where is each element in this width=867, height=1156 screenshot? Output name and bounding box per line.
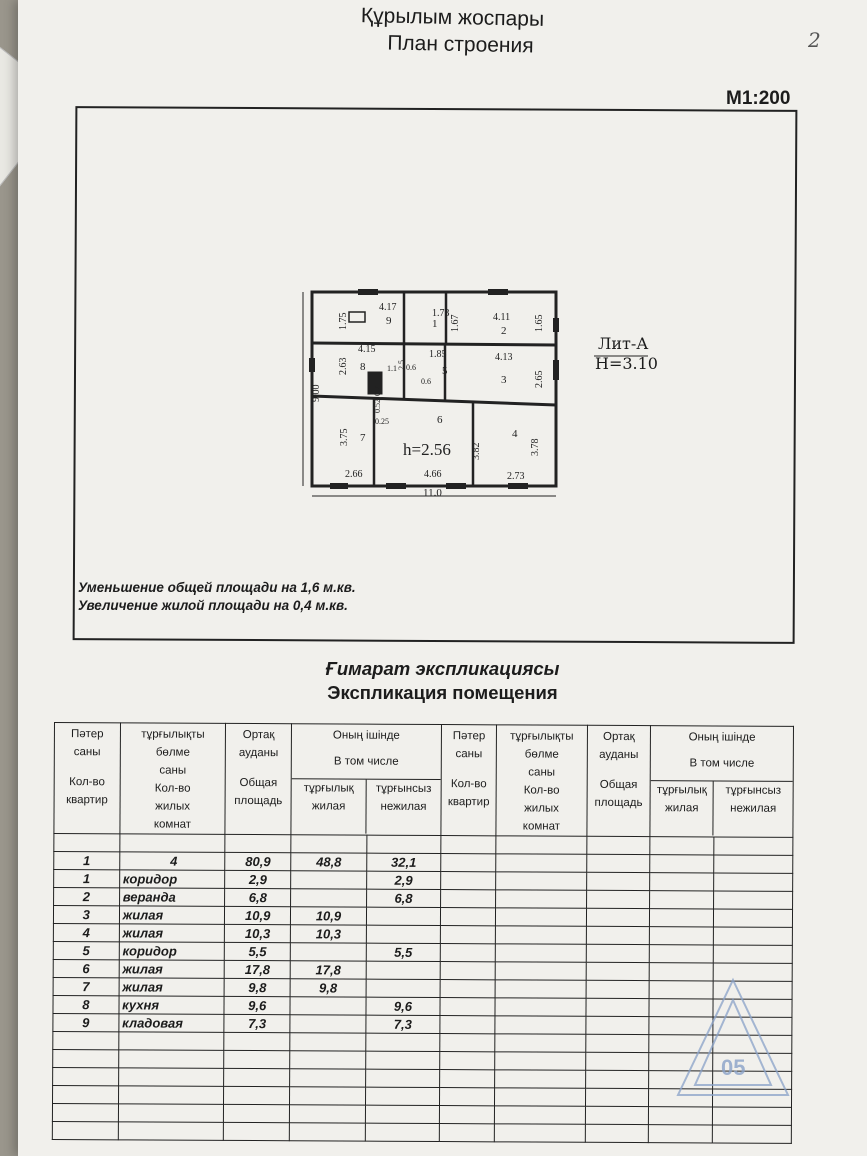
empty-cell — [713, 873, 792, 891]
header-living-rooms: тұрғылықты бөлме саны Кол-во жилых комнат — [120, 723, 226, 835]
empty-cell — [441, 872, 497, 890]
nonliving-area — [365, 1087, 439, 1105]
explication-title-ru: Экспликация помещения — [327, 682, 558, 703]
empty-cell — [585, 1070, 649, 1088]
living-area — [290, 1015, 366, 1033]
total-area — [224, 1032, 290, 1050]
empty-cell — [439, 1088, 495, 1106]
dim-4-13: 4.13 — [495, 352, 513, 363]
total-area — [224, 1122, 290, 1140]
dim-2-63: 2.63 — [338, 357, 349, 375]
floor-plan — [18, 0, 867, 700]
empty-cell — [441, 854, 497, 872]
room-name: кухня — [119, 996, 225, 1015]
living-area — [290, 943, 366, 961]
row-number: 9 — [53, 1013, 119, 1031]
room-number-1: 1 — [432, 318, 438, 330]
dim-1-85: 1.85 — [429, 349, 447, 360]
empty-cell — [439, 1106, 495, 1124]
living-area — [291, 835, 367, 853]
nonliving-area: 6,8 — [367, 889, 441, 907]
dim-0-6-a: 0.6 — [406, 363, 416, 372]
living-area — [289, 1105, 365, 1123]
dim-1-67: 1.67 — [450, 314, 461, 332]
lit-label: Лит-А — [598, 334, 649, 353]
dim-2-5: 2.5 — [397, 360, 406, 370]
empty-cell — [439, 1124, 495, 1142]
empty-cell — [586, 908, 650, 926]
room-name — [118, 1122, 224, 1141]
empty-cell — [586, 890, 650, 908]
note-area-decrease: Уменьшение общей площади на 1,6 м.кв. — [78, 580, 356, 595]
room-name: жилая — [119, 924, 225, 943]
room-number-5: 5 — [442, 365, 448, 377]
empty-cell — [585, 1016, 649, 1034]
empty-cell — [495, 1070, 585, 1088]
room-name: кладовая — [119, 1014, 225, 1033]
empty-cell — [495, 1106, 585, 1124]
empty-cell — [440, 926, 496, 944]
total-area: 10,9 — [225, 906, 291, 924]
row-number: 4 — [53, 923, 119, 941]
total-area — [225, 834, 291, 852]
total-area — [224, 1086, 290, 1104]
empty-cell — [440, 944, 496, 962]
empty-cell — [496, 926, 586, 944]
nonliving-area: 32,1 — [367, 853, 441, 871]
empty-cell — [712, 1107, 791, 1125]
nonliving-area — [366, 1033, 440, 1051]
room-name — [118, 1086, 224, 1105]
empty-cell — [713, 927, 792, 945]
empty-cell — [585, 1124, 649, 1142]
empty-cell — [495, 1034, 585, 1052]
dim-1-1: 1.1 — [387, 364, 397, 373]
empty-cell — [440, 908, 496, 926]
row-number: 2 — [54, 888, 120, 906]
dim-1-65: 1.65 — [534, 314, 545, 332]
header-including-2: Оның ішінде В том числе тұрғылық жилая тұрғынсыз нежилая — [650, 726, 793, 838]
empty-cell — [585, 1088, 649, 1106]
header-including: Оның ішінде В том числе тұрғылық жилая тұрғынсыз нежилая — [291, 724, 441, 836]
official-stamp — [673, 975, 793, 1105]
living-area — [291, 871, 367, 889]
row-number: 7 — [53, 977, 119, 995]
living-area: 48,8 — [291, 853, 367, 871]
dim-0-6-b: 0.6 — [421, 377, 431, 386]
empty-cell — [586, 980, 650, 998]
empty-cell — [496, 944, 586, 962]
title-kazakh: Құрылым жоспары — [360, 4, 545, 31]
room-name — [118, 1032, 224, 1051]
empty-cell — [496, 908, 586, 926]
room-name: жилая — [119, 906, 225, 925]
page-number: 2 — [808, 28, 821, 52]
room-number-6: 6 — [437, 414, 443, 426]
row-number — [53, 1067, 119, 1085]
room-name: коридор — [119, 942, 225, 961]
empty-cell — [713, 891, 792, 909]
note-area-increase: Увеличение жилой площади на 0,4 м.кв. — [78, 598, 348, 613]
room-name: жилая — [119, 960, 225, 979]
empty-cell — [713, 909, 792, 927]
empty-cell — [650, 855, 714, 873]
empty-cell — [495, 1052, 585, 1070]
empty-cell — [713, 945, 792, 963]
empty-cell — [650, 873, 714, 891]
room-number-4: 4 — [512, 428, 518, 440]
total-area — [224, 1068, 290, 1086]
dim-3-82: 3.82 — [471, 442, 482, 460]
empty-cell — [649, 1125, 713, 1143]
row-number: 6 — [53, 959, 119, 977]
dim-3-78: 3.78 — [530, 438, 541, 456]
empty-cell — [586, 836, 650, 854]
row-number: 1 — [54, 870, 120, 888]
total-area: 17,8 — [225, 960, 291, 978]
row-number — [54, 834, 120, 852]
empty-cell — [496, 890, 586, 908]
room-name: 4 — [119, 852, 225, 871]
room-name — [118, 1104, 224, 1123]
total-area: 7,3 — [224, 1014, 290, 1032]
wall — [312, 343, 556, 345]
empty-cell — [586, 926, 650, 944]
dim-4-17: 4.17 — [379, 302, 397, 313]
dim-3-75: 3.75 — [339, 428, 350, 446]
wall — [312, 396, 556, 405]
room-name: коридор — [119, 870, 225, 889]
empty-cell — [586, 872, 650, 890]
living-area — [290, 1033, 366, 1051]
row-number: 5 — [53, 941, 119, 959]
dim-4-15: 4.15 — [358, 344, 376, 355]
document-sheet — [18, 0, 867, 1156]
dim-0-7: 0.7 — [373, 386, 382, 396]
dim-1-75: 1.75 — [338, 312, 349, 330]
empty-cell — [650, 909, 714, 927]
empty-cell — [585, 1052, 649, 1070]
empty-cell — [439, 1070, 495, 1088]
overall-depth: 9.00 — [311, 384, 322, 402]
overall-width: 11.0 — [423, 487, 442, 499]
row-number — [53, 1049, 119, 1067]
dim-0-25: 0.25 — [375, 417, 389, 426]
room-name: веранда — [119, 888, 225, 907]
inner-height: h=2.56 — [403, 440, 451, 459]
dim-1-73: 1.73 — [432, 308, 450, 319]
room-name — [118, 1068, 224, 1087]
living-area — [290, 997, 366, 1015]
total-area: 9,8 — [224, 978, 290, 996]
total-area: 80,9 — [225, 852, 291, 870]
header-total-area: Ортақ ауданы Общая площадь — [225, 723, 291, 834]
room-number-3: 3 — [501, 374, 507, 386]
title-russian: План строения — [387, 31, 534, 58]
room-name — [118, 1050, 224, 1069]
empty-cell — [440, 1052, 496, 1070]
empty-cell — [440, 962, 496, 980]
living-area — [290, 1087, 366, 1105]
empty-cell — [495, 1124, 585, 1142]
empty-cell — [496, 854, 586, 872]
total-area: 2,9 — [225, 870, 291, 888]
total-area: 10,3 — [225, 924, 291, 942]
header-apartments-2: Пәтер саны Кол-во квартир — [441, 725, 497, 836]
row-number: 8 — [53, 995, 119, 1013]
living-area — [289, 1123, 365, 1141]
nonliving-area — [366, 961, 440, 979]
living-area: 17,8 — [290, 961, 366, 979]
dim-4-66: 4.66 — [424, 469, 442, 480]
empty-cell — [440, 1034, 496, 1052]
empty-cell — [586, 944, 650, 962]
total-area — [224, 1050, 290, 1068]
room-number-7: 7 — [360, 432, 366, 444]
living-area — [290, 1051, 366, 1069]
nonliving-area: 2,9 — [367, 871, 441, 889]
empty-cell — [495, 962, 585, 980]
empty-cell — [495, 980, 585, 998]
nonliving-area — [366, 1069, 440, 1087]
empty-cell — [495, 998, 585, 1016]
nonliving-area: 5,5 — [366, 943, 440, 961]
row-number — [52, 1103, 118, 1121]
empty-cell — [441, 836, 497, 854]
plan-scale: М1:200 — [726, 88, 791, 109]
living-area — [290, 1069, 366, 1087]
room-name: жилая — [119, 978, 225, 997]
empty-cell — [585, 1034, 649, 1052]
empty-cell — [440, 998, 496, 1016]
svg-text:05: 05 — [721, 1055, 746, 1080]
living-area — [291, 889, 367, 907]
total-area: 6,8 — [225, 888, 291, 906]
explication-title-kz: Ғимарат экспликациясы — [325, 658, 560, 679]
table-row — [52, 1121, 791, 1143]
empty-cell — [585, 1106, 649, 1124]
dim-2-73: 2.73 — [507, 471, 525, 482]
pantry-box — [349, 312, 365, 322]
empty-cell — [586, 854, 650, 872]
building-height: Н=3.10 — [595, 354, 658, 373]
nonliving-area: 9,6 — [366, 997, 440, 1015]
nonliving-area — [366, 907, 440, 925]
empty-cell — [649, 1107, 713, 1125]
empty-cell — [712, 1125, 791, 1143]
empty-cell — [650, 891, 714, 909]
empty-cell — [650, 837, 714, 855]
dim-0-52: 0.52 — [373, 399, 382, 413]
empty-cell — [586, 998, 650, 1016]
empty-cell — [714, 855, 793, 873]
living-area: 9,8 — [290, 979, 366, 997]
empty-cell — [495, 1016, 585, 1034]
nonliving-area — [366, 979, 440, 997]
empty-cell — [496, 836, 586, 854]
total-area: 9,6 — [224, 996, 290, 1014]
living-area: 10,9 — [290, 907, 366, 925]
empty-cell — [440, 980, 496, 998]
row-number — [52, 1121, 118, 1139]
nonliving-area — [367, 835, 441, 853]
empty-cell — [440, 1016, 496, 1034]
nonliving-area — [365, 1105, 439, 1123]
dim-2-66: 2.66 — [345, 469, 363, 480]
living-area: 10,3 — [290, 925, 366, 943]
header-total-area-2: Ортақ ауданы Общая площадь — [587, 725, 651, 836]
dim-2-65: 2.65 — [534, 370, 545, 388]
empty-cell — [714, 837, 793, 855]
nonliving-area: 7,3 — [366, 1015, 440, 1033]
empty-cell — [649, 945, 713, 963]
empty-cell — [650, 927, 714, 945]
nonliving-area — [366, 925, 440, 943]
total-area — [224, 1104, 290, 1122]
header-living-rooms-2: тұрғылықты бөлме саны Кол-во жилых комнат — [496, 725, 587, 836]
room-number-2: 2 — [501, 325, 507, 337]
room-number-8: 8 — [360, 361, 366, 373]
room-number-9: 9 — [386, 315, 392, 327]
header-apartments: Пәтер саны Кол-во квартир — [54, 723, 120, 834]
empty-cell — [495, 1088, 585, 1106]
row-number — [53, 1031, 119, 1049]
empty-cell — [496, 872, 586, 890]
empty-cell — [440, 890, 496, 908]
row-number — [53, 1085, 119, 1103]
row-number: 1 — [54, 852, 120, 870]
row-number: 3 — [53, 906, 119, 924]
total-area: 5,5 — [225, 942, 291, 960]
empty-cell — [586, 962, 650, 980]
dim-4-11: 4.11 — [493, 312, 511, 323]
nonliving-area — [366, 1051, 440, 1069]
nonliving-area — [365, 1123, 439, 1141]
room-name — [119, 834, 225, 853]
